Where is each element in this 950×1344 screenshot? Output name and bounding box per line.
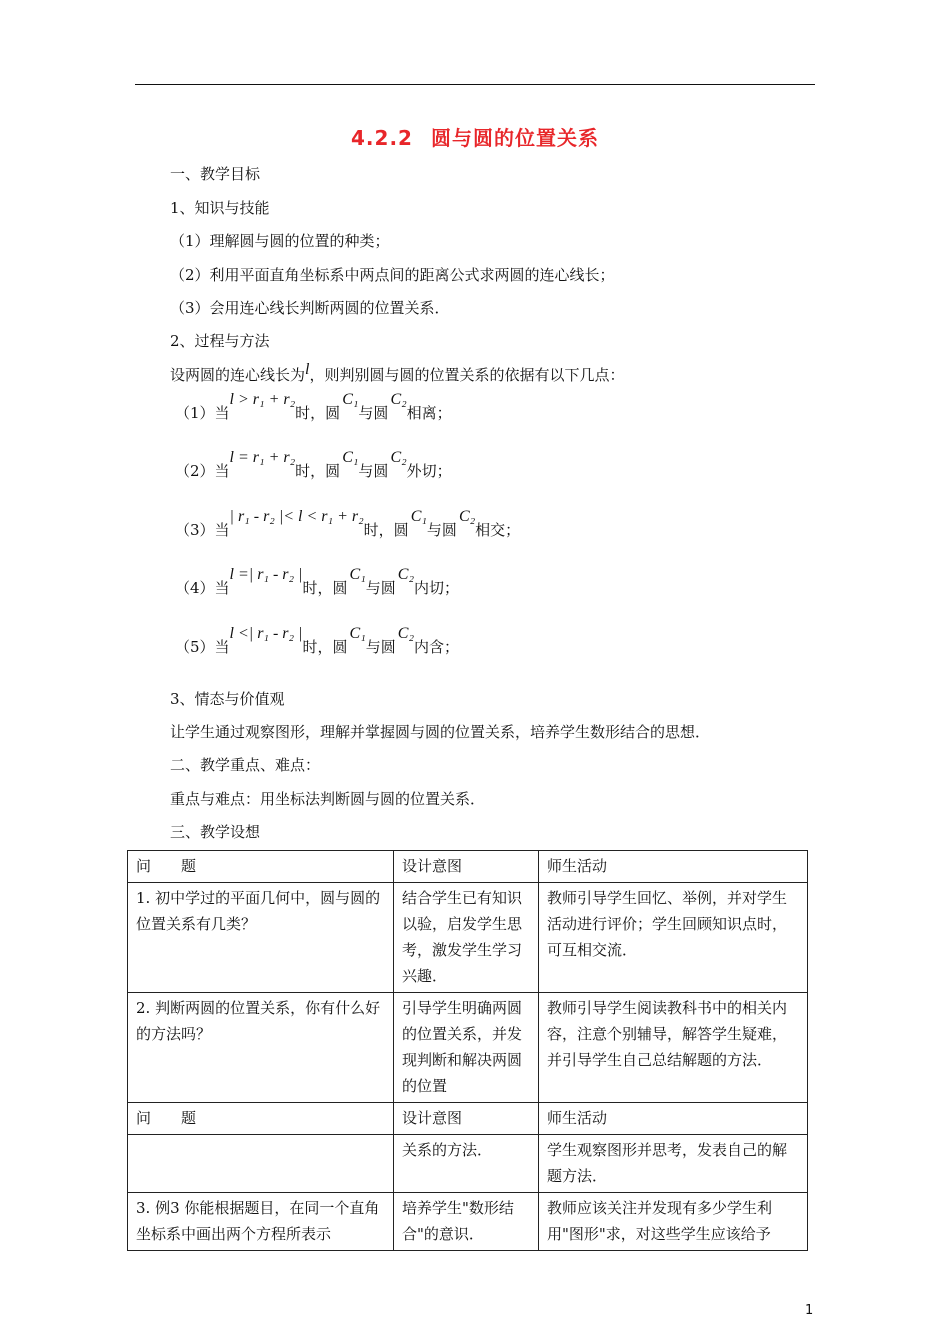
knowledge-item-3: （3）会用连心线长判断两圆的位置关系． <box>170 299 450 317</box>
table-cell: 引导学生明确两圆的位置关系，并发现判断和解决两圆的位置 <box>394 993 539 1103</box>
table-row <box>128 1193 808 1251</box>
condition-mid: 时，圆 <box>363 521 409 539</box>
condition-formula: | r₁ - r₂ |< l < r₁ + r₂ <box>229 508 364 525</box>
key-points-text: 重点与难点：用坐标法判断圆与圆的位置关系． <box>170 790 486 808</box>
condition-with: 与圆 <box>365 579 396 597</box>
page-title <box>0 122 950 151</box>
condition-mid: 时，圆 <box>295 404 341 422</box>
heading-teaching-design: 三、教学设想 <box>170 823 261 841</box>
table-cell: 培养学生"数形结合"的意识． <box>394 1193 539 1251</box>
teaching-design-table <box>127 850 808 1251</box>
circle-c2: C₂ <box>458 508 476 525</box>
process-intro-a: 设两圆的连心线长为 <box>170 366 306 384</box>
condition-2 <box>175 449 452 500</box>
header-question: 问 题 <box>128 851 394 883</box>
section-number: 4.2.2 <box>351 126 413 150</box>
table-cell <box>128 1135 394 1193</box>
table-row <box>128 1103 808 1135</box>
table-cell: 师生活动 <box>539 1103 808 1135</box>
table-cell: 设计意图 <box>394 1103 539 1135</box>
knowledge-item-2: （2）利用平面直角坐标系中两点间的距离公式求两圆的连心线长； <box>170 266 615 284</box>
circle-c2: C₂ <box>397 566 414 583</box>
table-row <box>128 883 808 993</box>
condition-prefix: （5）当 <box>175 638 230 656</box>
condition-formula: l = r₁ + r₂ <box>229 449 296 466</box>
condition-mid: 时，圆 <box>295 462 341 480</box>
heading-key-points: 二、教学重点、难点： <box>170 756 321 774</box>
circle-c1: C₁ <box>342 449 359 466</box>
condition-result: 相离； <box>406 404 452 422</box>
condition-prefix: （4）当 <box>175 579 230 597</box>
header-design-intent: 设计意图 <box>394 851 539 883</box>
condition-result: 外切； <box>406 462 452 480</box>
condition-5 <box>175 625 460 676</box>
heading-process-method: 2、过程与方法 <box>170 332 270 350</box>
table-cell: 教师引导学生回忆、举例，并对学生活动进行评价；学生回顾知识点时，可互相交流． <box>539 883 808 993</box>
header-activity: 师生活动 <box>539 851 808 883</box>
condition-mid: 时，圆 <box>302 579 348 597</box>
table-cell: 结合学生已有知识以验，启发学生思考，激发学生学习兴趣． <box>394 883 539 993</box>
process-intro <box>170 361 625 385</box>
condition-result: 相交； <box>475 521 521 539</box>
table-cell: 问 题 <box>128 1103 394 1135</box>
circle-c1: C₁ <box>410 508 427 525</box>
table-cell: 2. 判断两圆的位置关系，你有什么好的方法吗？ <box>128 993 394 1103</box>
circle-c1: C₁ <box>349 566 366 583</box>
table-cell: 关系的方法． <box>394 1135 539 1193</box>
heading-teaching-goals: 一、教学目标 <box>170 165 261 183</box>
condition-with: 与圆 <box>426 521 457 539</box>
table-row <box>128 1135 808 1193</box>
circle-c1: C₁ <box>342 391 359 408</box>
condition-prefix: （2）当 <box>175 462 230 480</box>
values-text: 让学生通过观察图形，理解并掌握圆与圆的位置关系，培养学生数形结合的思想． <box>170 723 711 741</box>
circle-c2: C₂ <box>390 449 407 466</box>
condition-with: 与圆 <box>358 404 389 422</box>
circle-c1: C₁ <box>349 625 366 642</box>
table-header-row <box>128 851 808 883</box>
condition-formula: l <| r₁ - r₂ | <box>229 625 303 642</box>
heading-values: 3、情态与价值观 <box>170 690 285 708</box>
header-rule <box>135 84 815 85</box>
condition-3 <box>175 508 521 559</box>
condition-with: 与圆 <box>358 462 389 480</box>
condition-prefix: （3）当 <box>175 521 230 539</box>
condition-with: 与圆 <box>365 638 396 656</box>
condition-mid: 时，圆 <box>302 638 348 656</box>
condition-formula: l > r₁ + r₂ <box>229 391 296 408</box>
page-number: 1 <box>805 1303 814 1318</box>
circle-c2: C₂ <box>390 391 407 408</box>
condition-prefix: （1）当 <box>175 404 230 422</box>
condition-result: 内含； <box>414 638 460 656</box>
var-l: l <box>305 361 310 378</box>
condition-result: 内切； <box>414 579 460 597</box>
process-intro-b: ，则判别圆与圆的位置关系的依据有以下几点： <box>309 366 625 384</box>
table-cell: 学生观察图形并思考，发表自己的解题方法． <box>539 1135 808 1193</box>
knowledge-item-1: （1）理解圆与圆的位置的种类； <box>170 232 390 250</box>
circle-c2: C₂ <box>397 625 414 642</box>
table-cell: 教师应该关注并发现有多少学生利用"图形"求，对这些学生应该给予 <box>539 1193 808 1251</box>
condition-4 <box>175 566 460 617</box>
heading-knowledge-skills: 1、知识与技能 <box>170 199 270 217</box>
title-text: 圆与圆的位置关系 <box>430 126 599 150</box>
condition-1 <box>175 391 452 442</box>
table-cell: 1. 初中学过的平面几何中，圆与圆的位置关系有几类？ <box>128 883 394 993</box>
table-cell: 3. 例3 你能根据题目，在同一个直角坐标系中画出两个方程所表示 <box>128 1193 394 1251</box>
table-cell: 教师引导学生阅读教科书中的相关内容，注意个别辅导，解答学生疑难，并引导学生自己总结解题的方法． <box>539 993 808 1103</box>
condition-formula: l =| r₁ - r₂ | <box>229 566 303 583</box>
table-row <box>128 993 808 1103</box>
